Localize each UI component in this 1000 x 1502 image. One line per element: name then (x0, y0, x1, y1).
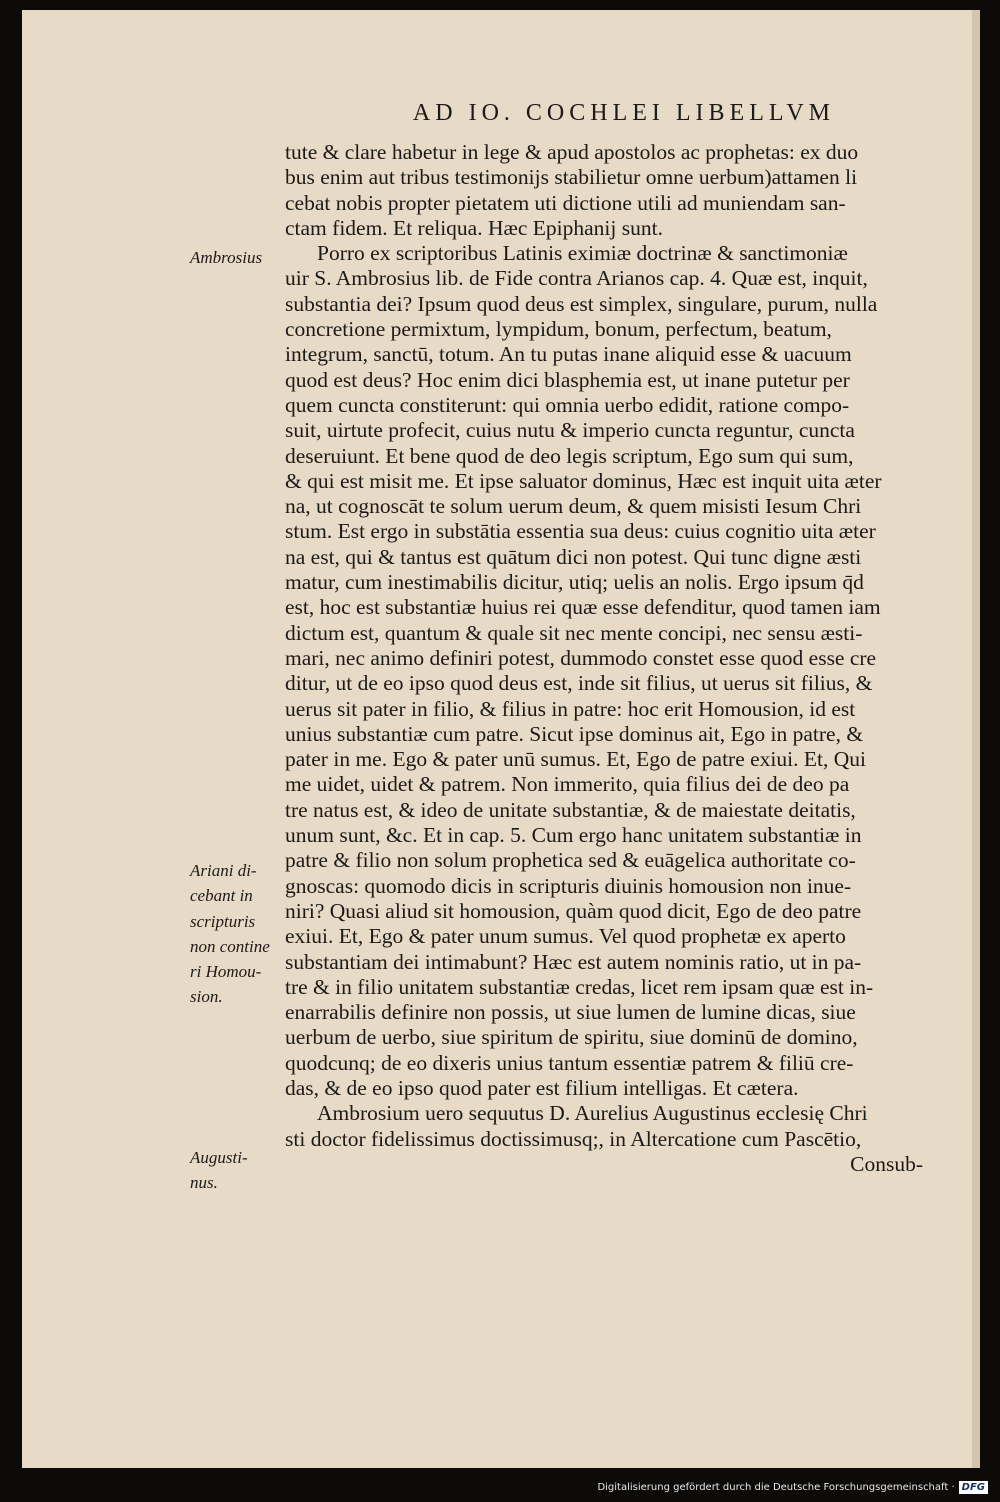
text-line: pater in me. Ego & pater unū sumus. Et, Ego de patre exiui. Et, Qui (285, 747, 866, 772)
margin-note-line: ri Homou- (190, 962, 262, 982)
text-line: uerbum de uerbo, siue spiritum de spiritu, siue dominū de domino, (285, 1025, 858, 1050)
margin-note-ambrosius (190, 245, 282, 270)
text-line: na est, qui & tantus est quātum dici non potest. Qui tunc digne æsti (285, 544, 862, 569)
body-text (285, 140, 925, 1177)
text-line: ditur, ut de eo ipso quod deus est, inde sit filius, ut uerus sit filius, & (285, 671, 873, 696)
margin-note-augustinus (190, 1145, 282, 1196)
text-line: deseruiunt. Et bene quod de deo legis scriptum, Ego sum qui sum, (285, 443, 854, 468)
margin-note-line: Ariani di- (190, 861, 257, 880)
dfg-logo: DFG (959, 1481, 988, 1494)
footer-attribution (597, 1481, 988, 1494)
text-line: na, ut cognoscāt te solum uerum deum, & quem misisti Iesum Chri (285, 494, 862, 519)
margin-note-line: Ambrosius (190, 248, 263, 267)
text-line: patre & filio non solum prophetica sed & euāgelica authoritate co- (285, 848, 856, 873)
margin-note-line: scripturis (190, 911, 256, 931)
text-line: ctam fidem. Et reliqua. Hæc Epiphanij sunt. (285, 215, 663, 240)
text-line: Porro ex scriptoribus Latinis eximiæ doctrinæ & sanctimoniæ (317, 241, 848, 266)
margin-note-line: non contine (190, 936, 270, 956)
text-line: quod est deus? Hoc enim dici blasphemia est, ut inane putetur per (285, 367, 850, 392)
text-line: matur, cum inestimabilis dicitur, utiq; uelis an nolis. Ergo ipsum q̄d (285, 570, 864, 595)
text-line: bus enim aut tribus testimonijs stabilietur omne uerbum)attamen li (285, 165, 858, 190)
text-line: tre natus est, & ideo de unitate substantiæ, & de maiestate deitatis, (285, 797, 856, 822)
text-line: quem cuncta constiterunt: qui omnia uerbo edidit, ratione compo- (285, 392, 850, 417)
text-line: integrum, sanctū, totum. An tu putas inane aliquid esse & uacuum (285, 342, 852, 367)
margin-note-line: Augusti- (190, 1148, 248, 1167)
text-line: concretione permixtum, lympidum, bonum, perfectum, beatum, (285, 317, 832, 342)
text-line: gnoscas: quomodo dicis in scripturis diuinis homousion non inue- (285, 873, 852, 898)
text-line: quodcunq; de eo dixeris unius tantum essentiæ patrem & filiū cre- (285, 1050, 854, 1075)
text-line: sti doctor fidelissimus doctissimusq;, in Altercatione cum Pascētio, (285, 1126, 862, 1151)
text-line: Ambrosium uero sequutus D. Aurelius Augustinus ecclesię Chri (317, 1101, 868, 1126)
running-head: AD IO. COCHLEI LIBELLVM (412, 100, 835, 126)
text-line: uir S. Ambrosius lib. de Fide contra Arianos cap. 4. Quæ est, inquit, (285, 266, 868, 291)
margin-note-line: sion. (190, 987, 223, 1007)
text-line: unius substantiæ cum patre. Sicut ipse dominus ait, Ego in patre, & (285, 721, 864, 746)
text-line: tute & clare habetur in lege & apud apostolos ac prophetas: ex duo (285, 140, 859, 164)
text-line: enarrabilis definire non possis, ut siue lumen de lumine dicas, siue (285, 1000, 856, 1025)
catchword: Consub- (850, 1151, 923, 1176)
text-line: & qui est misit me. Et ipse saluator dominus, Hæc est inquit uita æter (285, 468, 882, 493)
text-line: unum sunt, &c. Et in cap. 5. Cum ergo hanc unitatem substantiæ in (285, 823, 862, 848)
margin-note-line: nus. (190, 1173, 218, 1193)
text-line: suit, uirtute profecit, cuius nutu & imperio cuncta reguntur, cuncta (285, 418, 855, 443)
text-line: substantiam dei intimabunt? Hæc est autem nominis ratio, ut in pa- (285, 949, 862, 974)
text-line: me uidet, uidet & patrem. Non immerito, quia filius dei de deo pa (285, 772, 850, 797)
text-line: est, hoc est substantiæ huius rei quæ esse defenditur, quod tamen iam (285, 595, 881, 620)
text-line: uerus sit pater in filio, & filius in patre: hoc erit Homousion, id est (285, 696, 856, 721)
margin-note-ariani (190, 858, 282, 1010)
footer-text: Digitalisierung gefördert durch die Deutsche Forschungsgemeinschaft · (597, 1482, 955, 1493)
text-line: cebat nobis propter pietatem uti dictione utili ad muniendam san- (285, 190, 846, 215)
text-line: dictum est, quantum & quale sit nec mente concipi, nec sensu æsti- (285, 620, 863, 645)
text-line: das, & de eo ipso quod pater est filium intelligas. Et cætera. (285, 1075, 799, 1100)
text-line: substantia dei? Ipsum quod deus est simplex, singulare, purum, nulla (285, 291, 878, 316)
text-line: niri? Quasi aliud sit homousion, quàm quod dicit, Ego de deo patre (285, 898, 862, 923)
margin-note-line: cebant in (190, 886, 253, 906)
text-line: exiui. Et, Ego & pater unum sumus. Vel quod prophetæ ex aperto (285, 924, 846, 949)
text-line: mari, nec animo definiri potest, dummodo constet esse quod esse cre (285, 645, 877, 670)
text-line: tre & in filio unitatem substantiæ credas, licet rem ipsam quæ est in- (285, 974, 874, 999)
text-line: stum. Est ergo in substātia essentia sua deus: cuius cognitio uita æter (285, 519, 876, 544)
